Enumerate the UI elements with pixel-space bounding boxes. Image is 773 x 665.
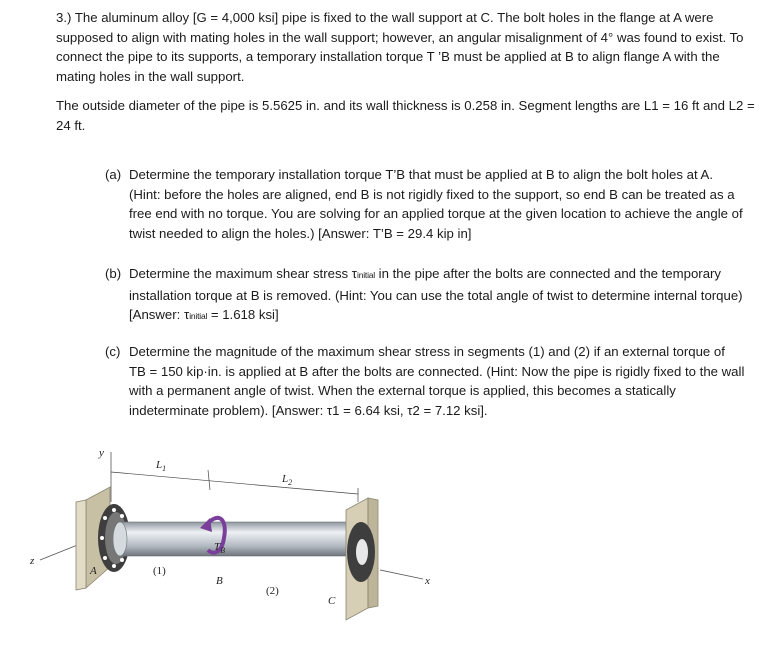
tb-label: $T_B$ <box>214 541 226 555</box>
point-b-label: B <box>216 575 223 587</box>
part-b <box>105 264 745 327</box>
part-c-text: Determine the magnitude of the maximum shear stress in segments (1) and (2) if an external torque of TB = 150 kip·in. is applied at B after the bolts are connected. (Hint: Now the pipe is rigidly fixed to the wall with a permanent angle of twist. When the external torque is applied, this becomes a statically indeterminate problem). [Answer: τ1 = 6.64 ksi, τ2 = 7.12 ksi]. <box>129 344 745 418</box>
x-axis <box>380 570 423 579</box>
pipe-end-a <box>113 522 127 556</box>
x-axis-label: x <box>425 575 430 587</box>
dimension-tick-b <box>208 470 210 490</box>
part-b-text-2: in the pipe after the bolts are connected and the temporary installation torque at B is removed. (Hint: You can use the total angle of twist to determine internal torque) [Answer: τ <box>129 266 743 322</box>
pipe <box>120 522 368 556</box>
tau-initial-subscript: initial <box>189 311 208 321</box>
dimension-line <box>111 472 358 494</box>
part-c <box>105 342 745 420</box>
part-a <box>105 165 745 243</box>
l1-label: $L_1$ <box>156 459 167 473</box>
part-c-label: (c) <box>105 344 121 359</box>
segment-2-label: (2) <box>266 585 279 597</box>
pipe-diagram <box>28 440 448 655</box>
y-axis-label: y <box>99 447 104 459</box>
flange-c-hole <box>356 539 368 565</box>
wall-support-a-face <box>76 500 86 590</box>
tau-initial-subscript: initial <box>357 270 375 280</box>
part-b-text-1: Determine the maximum shear stress τ <box>129 266 357 281</box>
pipe-dimensions: The outside diameter of the pipe is 5.5625 in. and its wall thickness is 0.258 in. Segment lengths are L1 = 16 ft and L2 = 24 ft. <box>56 98 755 133</box>
problem-statement: 3.) The aluminum alloy [G = 4,000 ksi] pipe is fixed to the wall support at C. The bolt holes in the flange at A were supposed to align with mating holes in the wall support; however, an angular misalignment of 4° was found to exist. To connect the pipe to its supports, a temporary installation torque T ’B must be applied at B to align flange A with the mating holes in the wall support. <box>56 10 744 84</box>
part-b-label: (b) <box>105 266 122 281</box>
part-b-text <box>129 264 745 327</box>
point-c-label: C <box>328 595 336 607</box>
part-b-text-3: = 1.618 ksi] <box>207 307 279 322</box>
segment-1-label: (1) <box>153 565 166 577</box>
point-a-label: A <box>90 565 97 577</box>
part-a-text: Determine the temporary installation torque T’B that must be applied at B to align the bolt holes at A. (Hint: before the holes are aligned, end B is not rigidly fixed to the support, so end B can be treated as a free end with no torque. You are solving for an applied torque at the given location to achieve the angle of twist needed to align the holes.) [Answer: T’B = 29.4 kip in] <box>129 167 743 241</box>
part-a-label: (a) <box>105 167 122 182</box>
z-axis-label: z <box>30 555 35 567</box>
l2-label: $L_2$ <box>282 473 293 487</box>
